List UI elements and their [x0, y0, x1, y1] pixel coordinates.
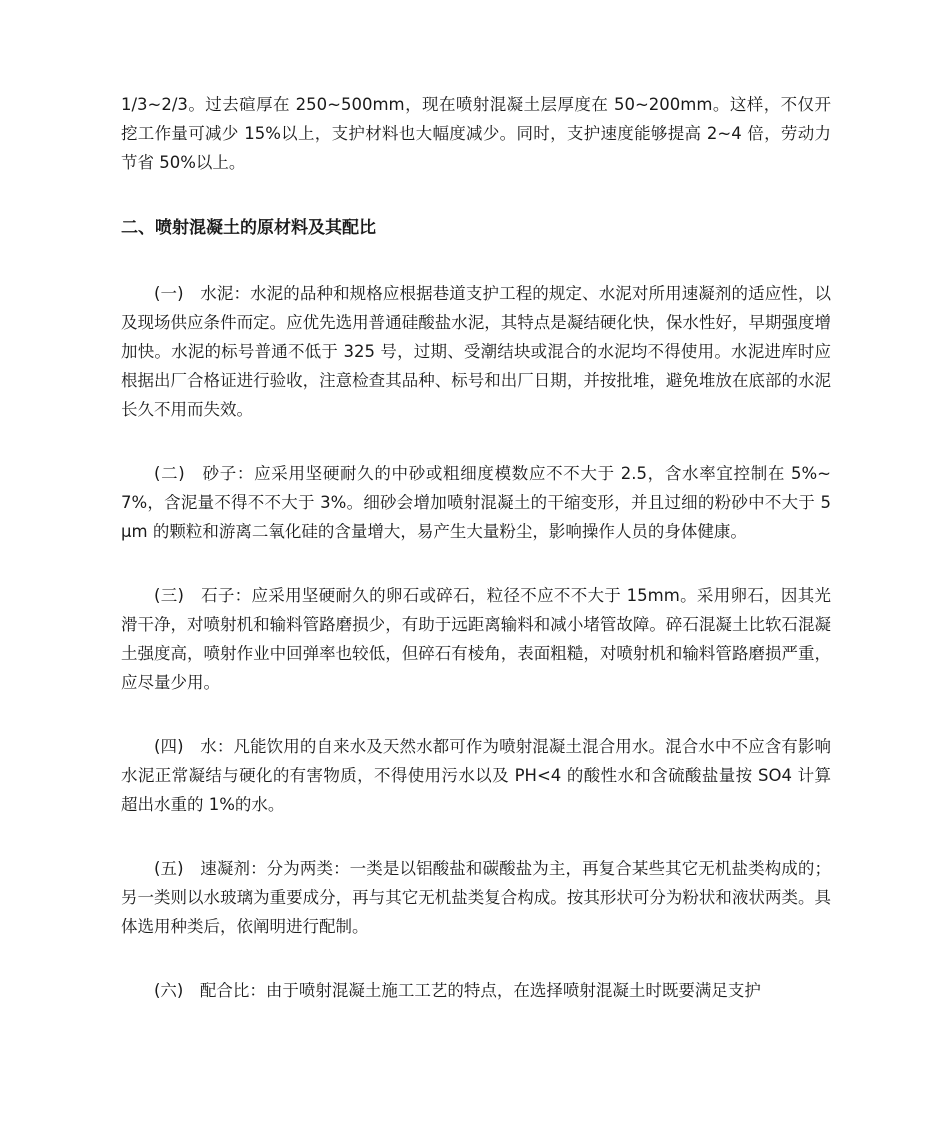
- paragraph-cement: (一) 水泥：水泥的品种和规格应根据巷道支护工程的规定、水泥对所用速凝剂的适应性，以及现场供应条件而定。应优先选用普通硅酸盐水泥，其特点是凝结硬化快，保水性好，早期强度增加快。水泥的标号普通不低于 325 号，过期、受潮结块或混合的水泥均不得使用。水泥进库时应根据出厂合格证进行验收，注意检查其品种、标号和出厂日期，并按批堆，避免堆放在底部的水泥长久不用而失效。: [121, 284, 831, 419]
- intro-paragraph: 1/3~2/3。过去碹厚在 250~500mm，现在喷射混凝土层厚度在 50~200mm。这样，不仅开挖工作量可减少 15%以上，支护材料也大幅度减少。同时，支护速度能够提高 2~4 倍，劳动力节省 50%以上。: [121, 95, 831, 172]
- paragraph-accelerator: (五) 速凝剂：分为两类：一类是以铝酸盐和碳酸盐为主，再复合某些其它无机盐类构成的；另一类则以水玻璃为重要成分，再与其它无机盐类复合构成。按其形状可分为粉状和液状两类。具体选用种类后，依阐明进行配制。: [121, 859, 831, 936]
- document-page: [121, 90, 831, 1005]
- paragraph-sand: (二) 砂子：应采用坚硬耐久的中砂或粗细度模数应不不大于 2.5，含水率宜控制在 5%~7%，含泥量不得不不大于 3%。细砂会增加喷射混凝土的干缩变形，并且过细的粉砂中不大于 5μm 的颗粒和游离二氧化硅的含量增大，易产生大量粉尘，影响操作人员的身体健康。: [121, 464, 831, 541]
- paragraph-stone: (三) 石子：应采用坚硬耐久的卵石或碎石，粒径不应不不大于 15mm。采用卵石，因其光滑干净，对喷射机和输料管路磨损少，有助于远距离输料和减小堵管故障。碎石混凝土比软石混凝土强度高，喷射作业中回弹率也较低，但碎石有棱角，表面粗糙，对喷射机和输料管路磨损严重，应尽量少用。: [121, 586, 831, 692]
- section-heading: 二、喷射混凝土的原材料及其配比: [121, 218, 376, 238]
- paragraph-mix-ratio: (六) 配合比：由于喷射混凝土施工工艺的特点，在选择喷射混凝土时既要满足支护: [154, 981, 761, 1000]
- paragraph-water: (四) 水：凡能饮用的自来水及天然水都可作为喷射混凝土混合用水。混合水中不应含有影响水泥正常凝结与硬化的有害物质，不得使用污水以及 PH<4 的酸性水和含硫酸盐量按 SO4 计算超出水重的 1%的水。: [121, 737, 831, 814]
